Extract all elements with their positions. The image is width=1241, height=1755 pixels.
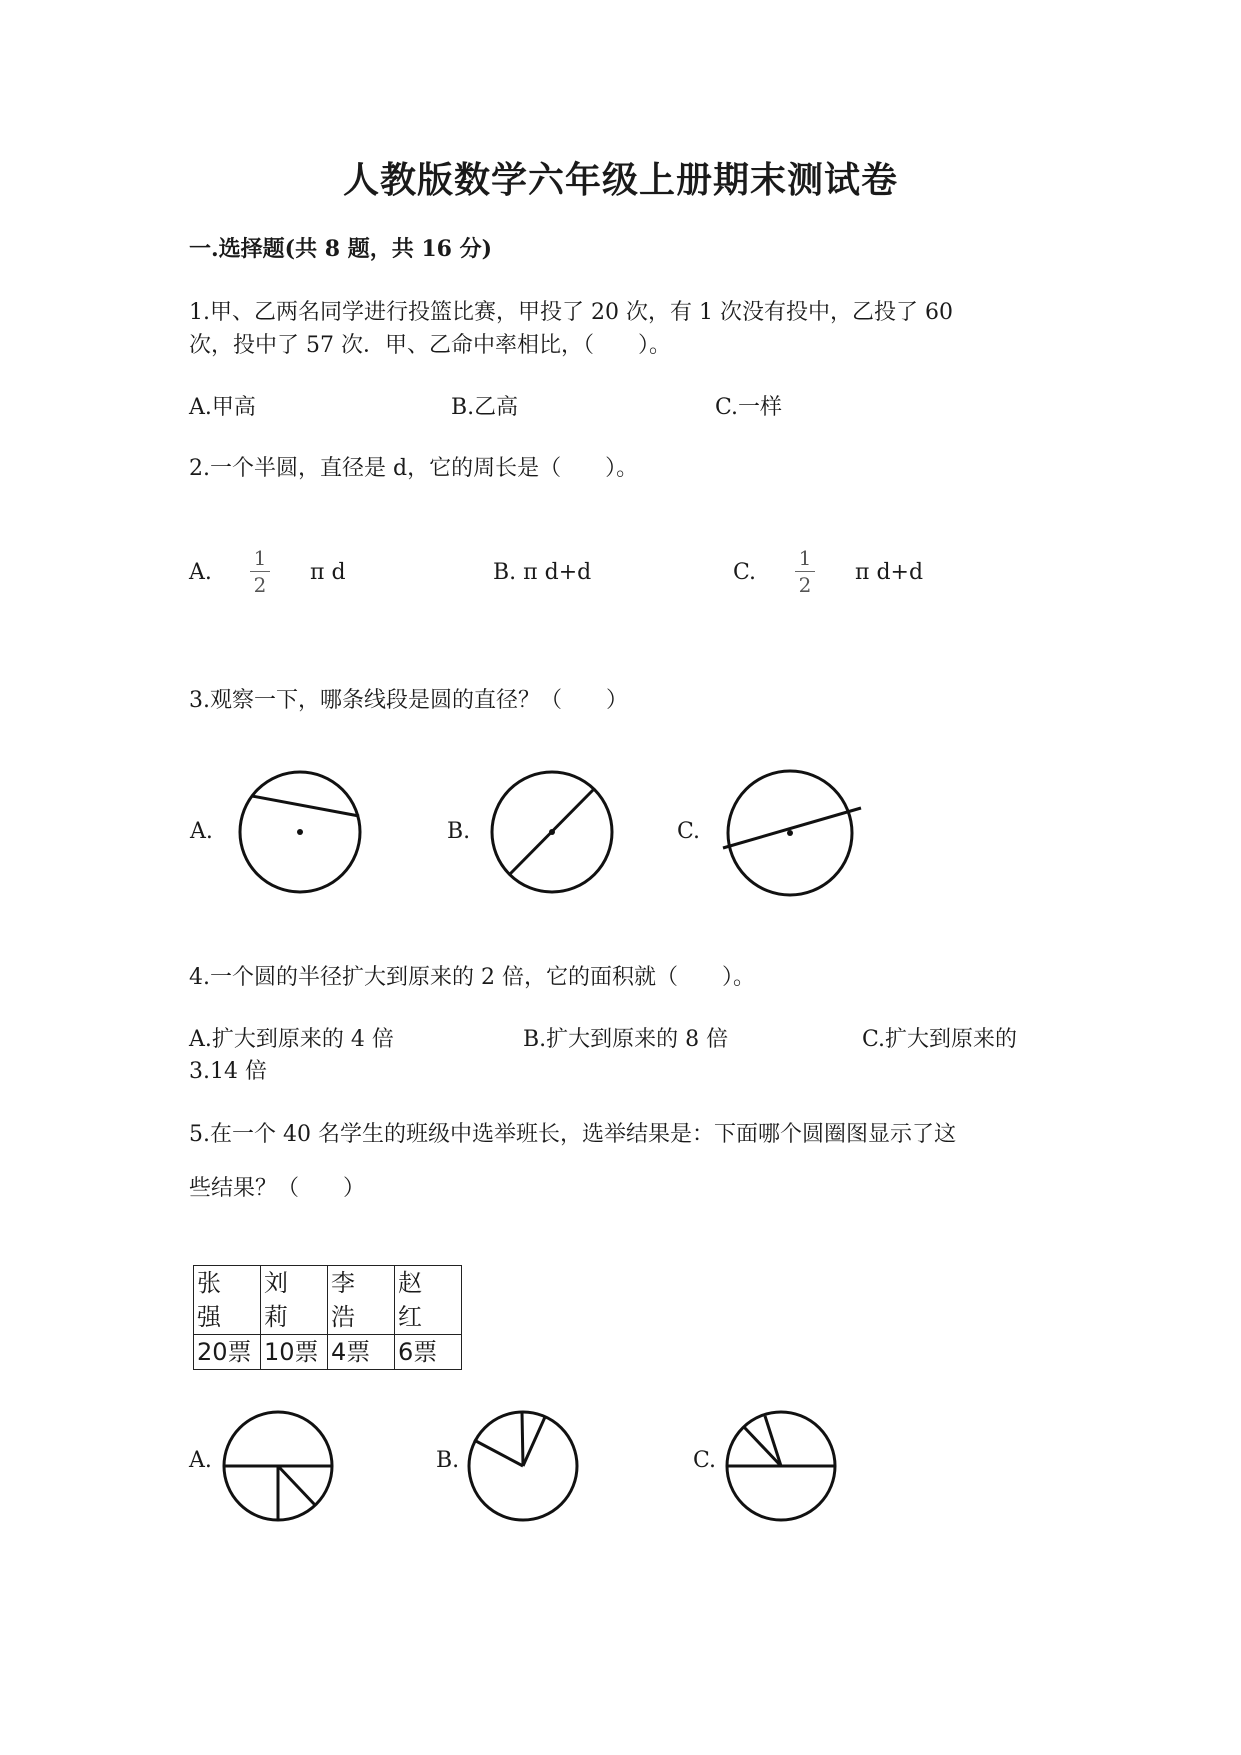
fraction-numerator: 1 [253,546,267,570]
q4-option-c-continued: 3.14 倍 [189,1059,267,1084]
q2-text: 2.一个半圆，直径是 d，它的周长是（ ）。 [189,456,639,481]
table-row-names [194,1266,462,1335]
q5-option-a-label[interactable]: A. [189,1448,212,1473]
table-cell: 刘 莉 [261,1266,328,1335]
q5-pie-a [215,1403,345,1533]
q5-option-b-label[interactable]: B. [436,1448,460,1473]
fraction-bar [250,571,270,572]
table-cell: 张 强 [194,1266,261,1335]
q5-option-c-label[interactable]: C. [693,1448,717,1473]
q4-option-c[interactable]: C.扩大到原来的 [862,1027,1018,1052]
table-cell: 赵 红 [395,1266,462,1335]
fraction-bar [795,571,815,572]
page-title: 人教版数学六年级上册期末测试卷 [342,159,898,201]
q1-option-a[interactable]: A.甲高 [189,395,256,420]
q5-pie-b [460,1403,590,1533]
q2-option-a-label[interactable]: A. [189,560,212,585]
q5-text-line1: 5.在一个 40 名学生的班级中选举班长，选举结果是：下面哪个圆圈图显示了这 [189,1122,956,1147]
q3-figure-a [225,760,375,910]
q2-option-a-suffix: π d [310,560,346,585]
q2-option-c-label[interactable]: C. [733,560,757,585]
fraction-denominator: 2 [253,573,267,597]
fraction-numerator: 1 [798,546,812,570]
q1-text-line2: 次，投中了 57 次．甲、乙命中率相比，（ ）。 [189,333,671,358]
q3-option-b-label[interactable]: B. [447,819,471,844]
q5-pie-c [718,1403,848,1533]
q2-option-c-fraction [795,546,815,597]
q3-figure-c [715,760,875,910]
q2-option-b[interactable]: B. π d+d [493,560,592,585]
q1-option-c[interactable]: C.一样 [715,395,783,420]
q1-option-b[interactable]: B.乙高 [451,395,519,420]
q3-option-c-label[interactable]: C. [677,819,701,844]
q3-option-a-label[interactable]: A. [190,819,213,844]
table-cell: 10票 [261,1335,328,1370]
q2-option-a-fraction [250,546,270,597]
fraction-denominator: 2 [798,573,812,597]
table-row-votes [194,1335,462,1370]
q5-text-line2: 些结果？（ ） [189,1176,366,1201]
q3-figure-b [480,760,630,910]
vote-results-table [193,1265,462,1370]
q3-text: 3.观察一下，哪条线段是圆的直径？（ ） [189,688,628,713]
q1-text-line1: 1.甲、乙两名同学进行投篮比赛，甲投了 20 次，有 1 次没有投中，乙投了 60 [189,300,953,325]
table-cell: 20票 [194,1335,261,1370]
q4-option-a[interactable]: A.扩大到原来的 4 倍 [189,1027,394,1052]
q4-option-b[interactable]: B.扩大到原来的 8 倍 [523,1027,729,1052]
table-cell: 李 浩 [328,1266,395,1335]
section-heading: 一.选择题(共 8 题，共 16 分) [189,236,493,262]
table-cell: 6票 [395,1335,462,1370]
q4-text: 4.一个圆的半径扩大到原来的 2 倍，它的面积就（ ）。 [189,965,755,990]
q2-option-c-suffix: π d+d [855,560,924,585]
table-cell: 4票 [328,1335,395,1370]
